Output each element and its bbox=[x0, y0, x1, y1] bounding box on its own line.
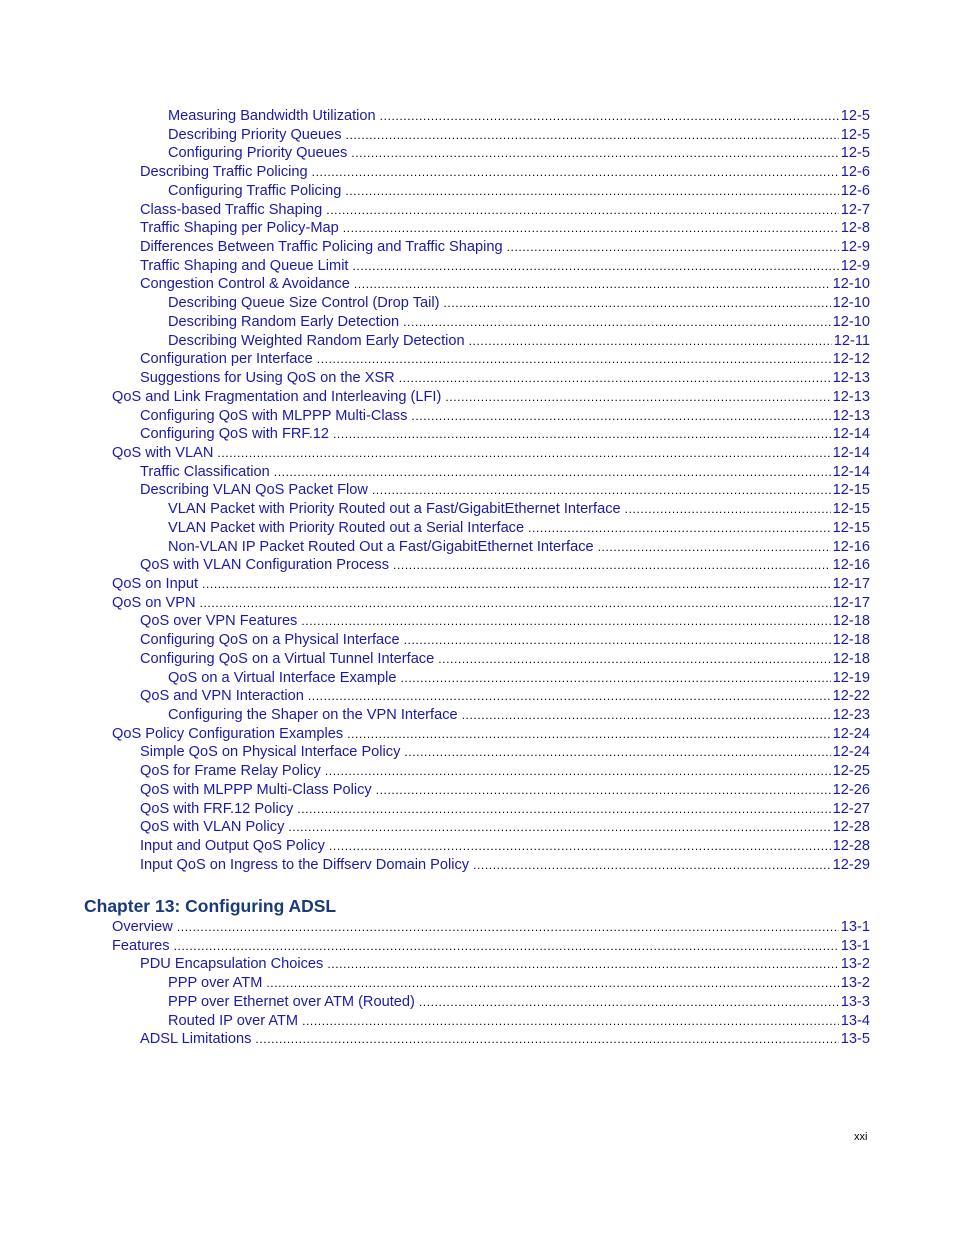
dot-leader bbox=[399, 369, 831, 388]
dot-leader bbox=[288, 818, 830, 837]
toc-entry[interactable] bbox=[168, 182, 870, 201]
dot-leader bbox=[200, 594, 831, 613]
page-number: xxi bbox=[854, 1131, 868, 1143]
toc-entry-page: 12-16 bbox=[832, 557, 870, 574]
toc-entry-page: 12-17 bbox=[832, 575, 870, 592]
toc-entry-title: Traffic Shaping per Policy-Map bbox=[140, 220, 339, 237]
dot-leader bbox=[419, 993, 839, 1012]
toc-entry-page: 13-1 bbox=[840, 937, 870, 954]
toc-entry[interactable] bbox=[140, 556, 870, 575]
toc-entry[interactable] bbox=[112, 594, 870, 613]
toc-entry-page: 12-7 bbox=[840, 201, 870, 218]
toc-entry-page: 12-8 bbox=[840, 220, 870, 237]
toc-entry-page: 12-15 bbox=[832, 482, 870, 499]
toc-entry-page: 12-6 bbox=[840, 182, 870, 199]
dot-leader bbox=[302, 1012, 839, 1031]
toc-entry-title: Routed IP over ATM bbox=[168, 1012, 299, 1029]
dot-leader bbox=[401, 669, 831, 688]
toc-entry-page: 12-14 bbox=[832, 463, 870, 480]
toc-entry-page: 13-3 bbox=[840, 993, 870, 1010]
toc-entry-page: 13-2 bbox=[840, 956, 870, 973]
toc-entry-title: PPP over Ethernet over ATM (Routed) bbox=[168, 993, 415, 1010]
dot-leader bbox=[380, 107, 839, 126]
toc-entry-title: Configuring QoS on a Physical Interface bbox=[140, 632, 400, 649]
toc-entry[interactable] bbox=[168, 1012, 870, 1031]
toc-entry[interactable] bbox=[140, 743, 870, 762]
toc-entry[interactable] bbox=[112, 444, 870, 463]
dot-leader bbox=[462, 706, 831, 725]
toc-entry-title: Describing VLAN QoS Packet Flow bbox=[140, 482, 368, 499]
toc-entry-title: QoS and Link Fragmentation and Interleaving (LFI) bbox=[112, 388, 442, 405]
toc-entry[interactable] bbox=[140, 163, 870, 182]
toc-entry-title: Traffic Classification bbox=[140, 463, 270, 480]
dot-leader bbox=[301, 612, 830, 631]
toc-entry-page: 12-15 bbox=[832, 519, 870, 536]
toc-entry-title: QoS Policy Configuration Examples bbox=[112, 725, 344, 742]
toc-entry-title: QoS with VLAN Configuration Process bbox=[140, 557, 390, 574]
toc-entry-page: 13-2 bbox=[840, 975, 870, 992]
toc-entry[interactable] bbox=[168, 126, 870, 145]
toc-entry-page: 12-28 bbox=[832, 819, 870, 836]
toc-entry-page: 12-19 bbox=[832, 669, 870, 686]
toc-entry[interactable] bbox=[140, 955, 870, 974]
toc-entry[interactable] bbox=[140, 650, 870, 669]
toc-entry-page: 12-15 bbox=[832, 501, 870, 518]
toc-entry-title: Congestion Control & Avoidance bbox=[140, 276, 350, 293]
toc-entry-page: 12-9 bbox=[840, 257, 870, 274]
toc-entry-page: 13-4 bbox=[840, 1012, 870, 1029]
dot-leader bbox=[327, 955, 838, 974]
toc-entry-page: 13-5 bbox=[840, 1031, 870, 1048]
toc-entry-title: Configuring the Shaper on the VPN Interface bbox=[168, 707, 458, 723]
toc-entry-title: Overview bbox=[112, 919, 173, 935]
toc-entry[interactable] bbox=[140, 425, 870, 444]
toc-entry-page: 12-29 bbox=[832, 856, 870, 873]
toc-entry-page: 12-16 bbox=[832, 538, 870, 555]
dot-leader bbox=[404, 743, 830, 762]
toc-entry-page: 12-14 bbox=[832, 444, 870, 461]
dot-leader bbox=[354, 275, 831, 294]
toc-entry-page: 12-13 bbox=[832, 370, 870, 387]
dot-leader bbox=[393, 556, 831, 575]
toc-entry-title: Describing Random Early Detection bbox=[168, 313, 400, 330]
toc-entry-title: Configuring Priority Queues bbox=[168, 145, 348, 162]
toc-entry[interactable] bbox=[140, 275, 870, 294]
dot-leader bbox=[217, 444, 830, 463]
toc-entry-page: 12-17 bbox=[832, 594, 870, 611]
toc-entry[interactable] bbox=[112, 918, 870, 937]
dot-leader bbox=[376, 781, 831, 800]
toc-entry-title: VLAN Packet with Priority Routed out a Fast/GigabitEthernet Interface bbox=[168, 501, 621, 518]
toc-entry[interactable] bbox=[140, 856, 870, 875]
toc-entry-page: 12-26 bbox=[832, 781, 870, 798]
dot-leader bbox=[404, 631, 831, 650]
toc-entry[interactable] bbox=[140, 781, 870, 800]
toc-entry-title: Measuring Bandwidth Utilization bbox=[168, 108, 376, 124]
toc-entry-page: 12-6 bbox=[840, 164, 870, 181]
toc-entry-title: Configuration per Interface bbox=[140, 351, 313, 368]
toc-entry[interactable] bbox=[140, 481, 870, 500]
toc-entry-page: 12-22 bbox=[832, 688, 870, 705]
dot-leader bbox=[353, 257, 839, 276]
dot-leader bbox=[343, 219, 839, 238]
toc-entry-title: Simple QoS on Physical Interface Policy bbox=[140, 744, 401, 761]
toc-entry-page: 13-1 bbox=[840, 919, 870, 935]
toc-entry-page: 12-5 bbox=[840, 108, 870, 124]
toc-entry-title: QoS with VLAN Policy bbox=[140, 819, 285, 836]
toc-entry[interactable] bbox=[168, 519, 870, 538]
toc-entry-title: QoS with MLPPP Multi-Class Policy bbox=[140, 781, 372, 798]
toc-entry[interactable] bbox=[140, 631, 870, 650]
toc-entry-page: 12-5 bbox=[840, 126, 870, 143]
dot-leader bbox=[266, 974, 838, 993]
toc-entry-page: 12-13 bbox=[832, 388, 870, 405]
dot-leader bbox=[403, 313, 831, 332]
dot-leader bbox=[274, 463, 831, 482]
toc-entry[interactable] bbox=[168, 974, 870, 993]
toc-entry-page: 12-9 bbox=[840, 239, 870, 256]
toc-entry-page: 12-11 bbox=[833, 332, 870, 349]
dot-leader bbox=[372, 481, 831, 500]
dot-leader bbox=[469, 332, 832, 351]
toc-entry[interactable] bbox=[168, 313, 870, 332]
dot-leader bbox=[528, 519, 831, 538]
toc-entry-page: 12-10 bbox=[832, 313, 870, 330]
toc-entry-page: 12-14 bbox=[832, 426, 870, 443]
dot-leader bbox=[329, 837, 831, 856]
toc-entry-title: Features bbox=[112, 937, 170, 954]
toc-entry[interactable] bbox=[112, 575, 870, 594]
chapter-heading[interactable]: Chapter 13: Configuring ADSL bbox=[84, 896, 337, 916]
toc-entry[interactable] bbox=[168, 669, 870, 688]
toc-entry-title: QoS over VPN Features bbox=[140, 613, 298, 630]
dot-leader bbox=[347, 725, 830, 744]
toc-entry[interactable] bbox=[140, 369, 870, 388]
dot-leader bbox=[333, 425, 831, 444]
toc-entry-title: Traffic Shaping and Queue Limit bbox=[140, 257, 349, 274]
toc-entry[interactable] bbox=[140, 407, 870, 426]
toc-entry[interactable] bbox=[168, 107, 870, 126]
toc-entry[interactable] bbox=[112, 725, 870, 744]
dot-leader bbox=[297, 800, 830, 819]
toc-entry-title: Configuring QoS on a Virtual Tunnel Interface bbox=[140, 650, 435, 667]
toc-entry[interactable] bbox=[168, 500, 870, 519]
toc-entry[interactable] bbox=[140, 1030, 870, 1049]
toc-entry-title: Configuring QoS with FRF.12 bbox=[140, 426, 329, 443]
toc-entry[interactable] bbox=[168, 993, 870, 1012]
toc-entry[interactable] bbox=[140, 463, 870, 482]
toc-entry-title: QoS for Frame Relay Policy bbox=[140, 763, 321, 780]
toc-entry-page: 12-27 bbox=[832, 800, 870, 817]
toc-entry-title: QoS and VPN Interaction bbox=[140, 688, 304, 705]
dot-leader bbox=[625, 500, 831, 519]
toc-entry-title: QoS on Input bbox=[112, 575, 199, 592]
toc-entry-page: 12-12 bbox=[832, 351, 870, 368]
toc-entry[interactable] bbox=[112, 388, 870, 407]
toc-entry[interactable] bbox=[140, 219, 870, 238]
dot-leader bbox=[326, 201, 839, 220]
toc-entry-page: 12-18 bbox=[832, 650, 870, 667]
toc-entry-page: 12-10 bbox=[832, 276, 870, 293]
toc-entry[interactable] bbox=[112, 937, 870, 956]
toc-entry-page: 12-25 bbox=[832, 763, 870, 780]
toc-entry-page: 12-24 bbox=[832, 725, 870, 742]
dot-leader bbox=[317, 350, 831, 369]
toc-entry-title: Input and Output QoS Policy bbox=[140, 838, 325, 855]
toc-entry[interactable] bbox=[168, 706, 870, 725]
dot-leader bbox=[346, 126, 839, 145]
toc-entry-page: 12-13 bbox=[832, 407, 870, 424]
dot-leader bbox=[445, 388, 830, 407]
toc-entry[interactable] bbox=[140, 762, 870, 781]
dot-leader bbox=[345, 182, 838, 201]
toc-entry[interactable] bbox=[168, 332, 870, 351]
toc-entry[interactable] bbox=[140, 350, 870, 369]
toc-entry-title: Input QoS on Ingress to the Diffserv Domain Policy bbox=[140, 856, 470, 873]
toc-entry-title: QoS on a Virtual Interface Example bbox=[168, 669, 397, 686]
toc-entry-page: 12-10 bbox=[832, 295, 870, 312]
toc-entry-title: ADSL Limitations bbox=[140, 1031, 252, 1048]
toc-entry-page: 12-28 bbox=[832, 838, 870, 855]
dot-leader bbox=[507, 238, 839, 257]
toc-entry-title: Describing Priority Queues bbox=[168, 126, 342, 143]
toc-entry-title: QoS on VPN bbox=[112, 594, 196, 611]
toc-list-chapter-13 bbox=[0, 918, 954, 1049]
toc-entry-title: Class-based Traffic Shaping bbox=[140, 201, 323, 218]
toc-entry-page: 12-18 bbox=[832, 613, 870, 630]
dot-leader bbox=[308, 687, 831, 706]
dot-leader bbox=[177, 918, 839, 937]
toc-entry[interactable] bbox=[140, 687, 870, 706]
toc-entry-title: Configuring Traffic Policing bbox=[168, 182, 342, 199]
dot-leader bbox=[325, 762, 831, 781]
toc-entry[interactable] bbox=[140, 800, 870, 819]
toc-entry-title: Describing Traffic Policing bbox=[140, 164, 308, 181]
toc-entry[interactable] bbox=[140, 818, 870, 837]
dot-leader bbox=[473, 856, 831, 875]
toc-entry-page: 12-18 bbox=[832, 632, 870, 649]
dot-leader bbox=[443, 294, 830, 313]
toc-entry[interactable] bbox=[168, 294, 870, 313]
toc-entry[interactable] bbox=[140, 837, 870, 856]
toc-entry-title: PPP over ATM bbox=[168, 975, 263, 992]
dot-leader bbox=[312, 163, 839, 182]
toc-entry-title: Suggestions for Using QoS on the XSR bbox=[140, 370, 395, 387]
dot-leader bbox=[598, 538, 831, 557]
toc-entry[interactable] bbox=[168, 538, 870, 557]
toc-entry-page: 12-5 bbox=[840, 145, 870, 162]
dot-leader bbox=[174, 937, 839, 956]
toc-entry[interactable] bbox=[140, 201, 870, 220]
toc-entry-title: VLAN Packet with Priority Routed out a Serial Interface bbox=[168, 519, 525, 536]
toc-entry[interactable] bbox=[140, 238, 870, 257]
toc-entry-title: PDU Encapsulation Choices bbox=[140, 956, 324, 973]
toc-entry-title: Non-VLAN IP Packet Routed Out a Fast/GigabitEthernet Interface bbox=[168, 538, 594, 555]
toc-list-chapter-12 bbox=[0, 107, 954, 874]
dot-leader bbox=[438, 650, 830, 669]
toc-entry-title: Describing Weighted Random Early Detection bbox=[168, 332, 465, 349]
toc-entry-title: Differences Between Traffic Policing and Traffic Shaping bbox=[140, 239, 503, 256]
toc-entry[interactable] bbox=[140, 257, 870, 276]
toc-entry-title: Describing Queue Size Control (Drop Tail) bbox=[168, 295, 440, 312]
toc-entry-title: Configuring QoS with MLPPP Multi-Class bbox=[140, 407, 408, 424]
dot-leader bbox=[202, 575, 831, 594]
toc-entry-page: 12-23 bbox=[832, 707, 870, 723]
toc-entry-title: QoS with FRF.12 Policy bbox=[140, 800, 294, 817]
dot-leader bbox=[255, 1030, 838, 1049]
toc-entry[interactable] bbox=[140, 612, 870, 631]
toc-entry[interactable] bbox=[168, 144, 870, 163]
toc-entry-title: QoS with VLAN bbox=[112, 444, 214, 461]
toc-entry-page: 12-24 bbox=[832, 744, 870, 761]
dot-leader bbox=[351, 144, 839, 163]
dot-leader bbox=[411, 407, 830, 426]
